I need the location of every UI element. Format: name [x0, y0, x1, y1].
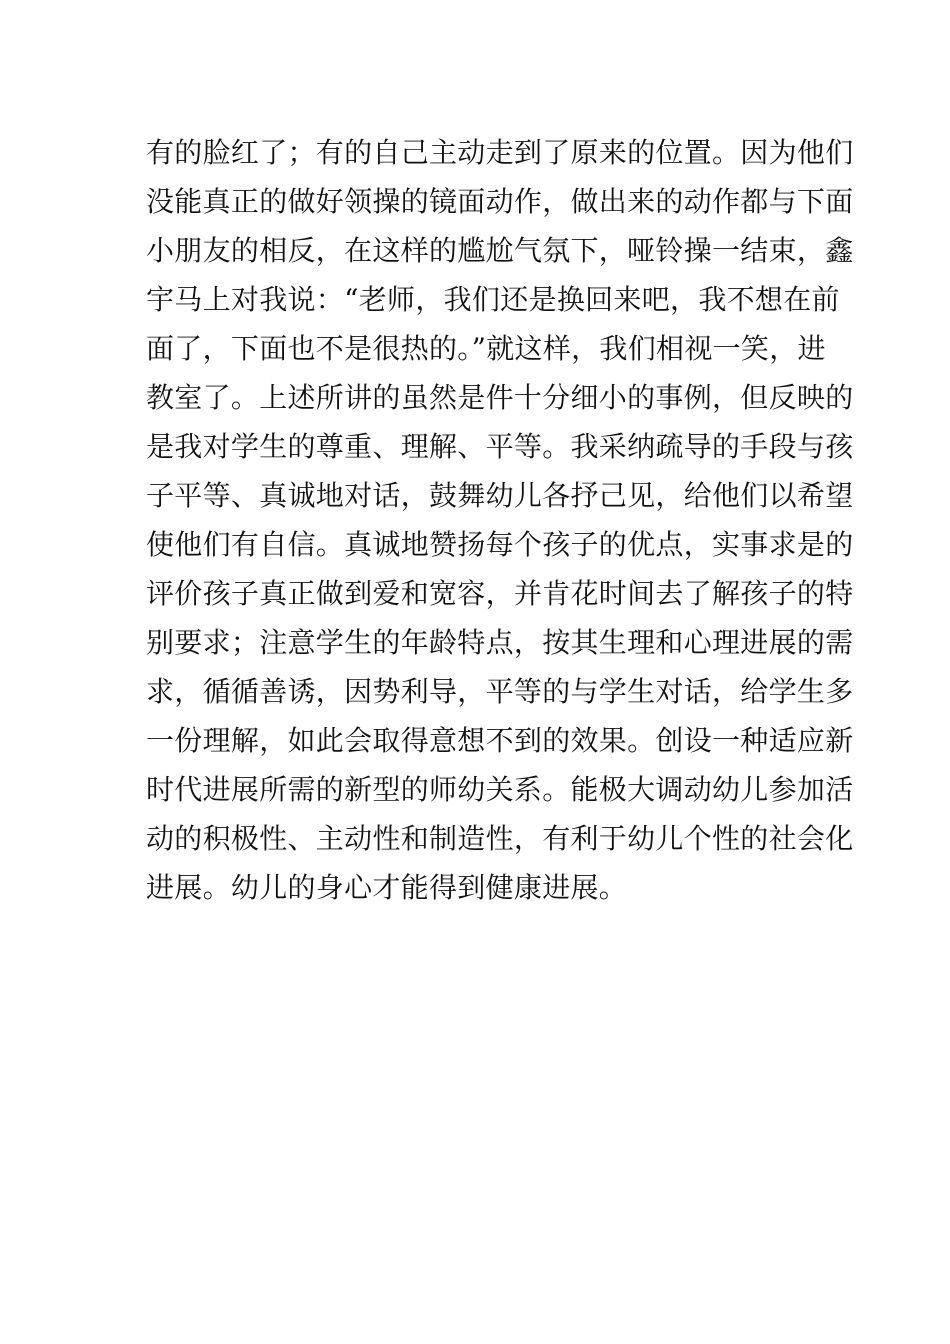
text-line: 使他们有自信。真诚地赞扬每个孩子的优点，实事求是的: [146, 528, 854, 561]
text-line: 是我对学生的尊重、理解、平等。我采纳疏导的手段与孩: [146, 430, 854, 463]
text-line: 宇马上对我说：“老师，我们还是换回来吧，我不想在前: [146, 283, 840, 316]
text-line: 时代进展所需的新型的师幼关系。能极大调动幼儿参加活: [146, 773, 854, 806]
text-line: 有的脸红了；有的自己主动走到了原来的位置。因为他们: [146, 136, 854, 169]
text-line: 一份理解，如此会取得意想不到的效果。创设一种适应新: [146, 724, 854, 757]
text-line: 教室了。上述所讲的虽然是件十分细小的事例，但反映的: [146, 381, 854, 414]
text-line: 进展。幼儿的身心才能得到健康进展。: [146, 871, 628, 904]
text-line: 没能真正的做好领操的镜面动作，做出来的动作都与下面: [146, 185, 854, 218]
text-line: 别要求；注意学生的年龄特点，按其生理和心理进展的需: [146, 626, 854, 659]
text-line: 子平等、真诚地对话，鼓舞幼儿各抒己见，给他们以希望: [146, 479, 854, 512]
body-paragraph: [146, 128, 854, 912]
text-line: 求，循循善诱，因势利导，平等的与学生对话，给学生多: [146, 675, 854, 708]
text-line: 动的积极性、主动性和制造性，有利于幼儿个性的社会化: [146, 822, 854, 855]
text-line: 小朋友的相反，在这样的尴尬气氛下，哑铃操一结束，鑫: [146, 234, 854, 267]
text-line: 面了，下面也不是很热的。”就这样，我们相视一笑，进: [146, 332, 826, 365]
text-line: 评价孩子真正做到爱和宽容，并肯花时间去了解孩子的特: [146, 577, 854, 610]
